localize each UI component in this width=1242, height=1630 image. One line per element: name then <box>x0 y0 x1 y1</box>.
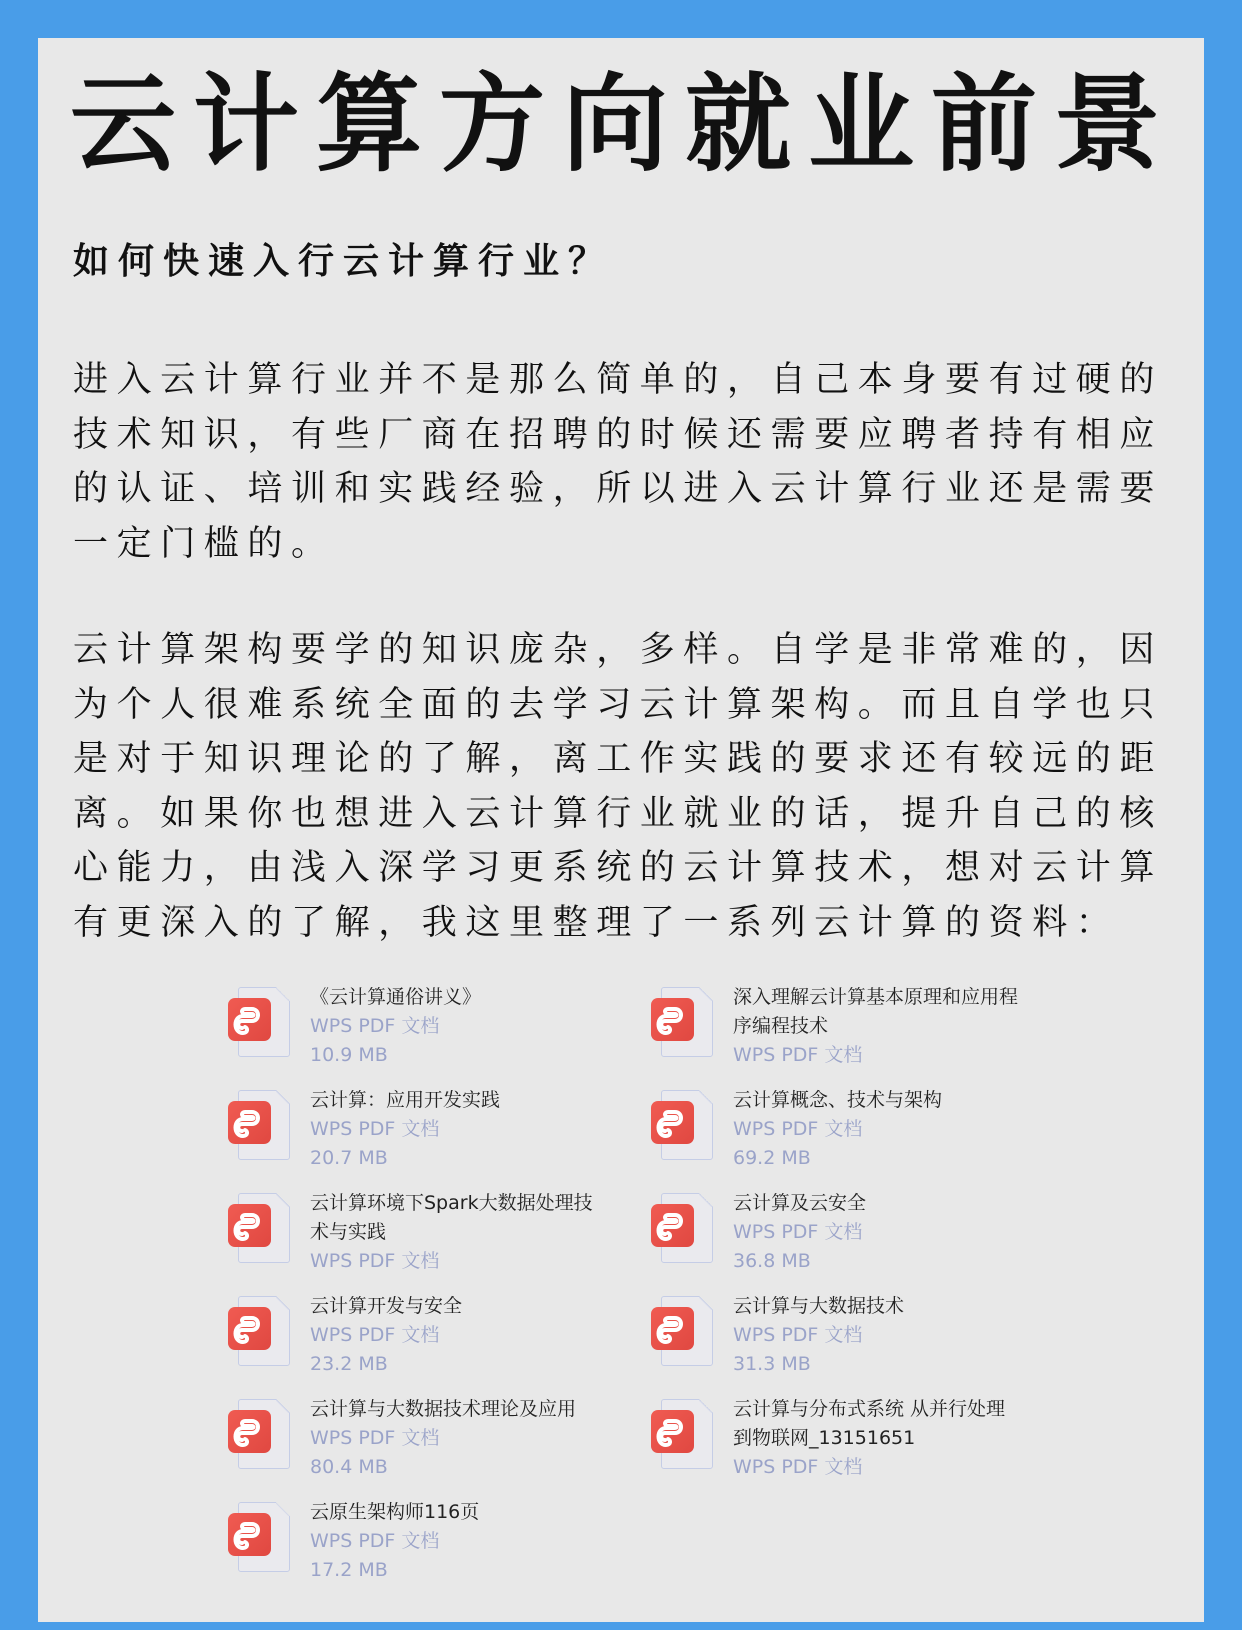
pdf-icon <box>651 1204 694 1247</box>
file-size: 20.7 MB <box>310 1147 388 1169</box>
file-size: 80.4 MB <box>310 1456 388 1478</box>
file-size: 17.2 MB <box>310 1559 388 1581</box>
file-item[interactable] <box>733 1189 1053 1276</box>
paragraph-line: 一定门槛的。 <box>73 523 335 564</box>
page-title: 云计算方向就业前景 <box>70 63 1177 186</box>
file-item[interactable] <box>310 1498 630 1585</box>
file-size: 31.3 MB <box>733 1353 811 1375</box>
file-title: 云计算及云安全 <box>733 1192 867 1214</box>
file-item[interactable] <box>733 1086 1053 1173</box>
pdf-icon <box>228 1101 271 1144</box>
file-item[interactable] <box>733 1292 1053 1379</box>
file-size: 10.9 MB <box>310 1044 388 1066</box>
file-title: 深入理解云计算基本原理和应用程 <box>733 986 1019 1008</box>
file-title: 云原生架构师116页 <box>310 1501 480 1523</box>
paragraph-line: 是对于知识理论的了解，离工作实践的要求还有较远的距 <box>73 739 1164 780</box>
file-title: 云计算与大数据技术理论及应用 <box>310 1398 577 1420</box>
paragraph-2 <box>73 623 1173 951</box>
file-title: 云计算与分布式系统 从并行处理 <box>733 1398 1006 1420</box>
file-title: 云计算概念、技术与架构 <box>733 1089 943 1111</box>
file-type: WPS PDF 文档 <box>733 1221 863 1243</box>
file-item[interactable] <box>310 1292 630 1379</box>
file-type: WPS PDF 文档 <box>310 1118 440 1140</box>
pdf-icon <box>228 1204 271 1247</box>
paragraph-line: 技术知识，有些厂商在招聘的时候还需要应聘者持有相应 <box>73 414 1164 455</box>
file-title: 云计算环境下Spark大数据处理技 <box>310 1192 593 1214</box>
file-title: 到物联网_13151651 <box>733 1427 916 1449</box>
file-title: 术与实践 <box>310 1221 387 1243</box>
file-type: WPS PDF 文档 <box>310 1324 440 1346</box>
file-type: WPS PDF 文档 <box>310 1530 440 1552</box>
file-title: 云计算：应用开发实践 <box>310 1089 501 1111</box>
file-item[interactable] <box>310 1189 630 1276</box>
file-title: 云计算开发与安全 <box>310 1295 463 1317</box>
pdf-icon <box>228 1410 271 1453</box>
pdf-icon <box>651 1307 694 1350</box>
file-item[interactable] <box>310 1395 630 1482</box>
file-title: 序编程技术 <box>733 1015 829 1037</box>
file-type: WPS PDF 文档 <box>733 1044 863 1066</box>
file-item[interactable] <box>733 983 1053 1070</box>
file-type: WPS PDF 文档 <box>733 1456 863 1478</box>
paragraph-line: 进入云计算行业并不是那么简单的，自己本身要有过硬的 <box>73 360 1164 400</box>
pdf-icon <box>651 1410 694 1453</box>
file-type: WPS PDF 文档 <box>733 1118 863 1140</box>
pdf-icon <box>228 1307 271 1350</box>
paragraph-line: 离。如果你也想进入云计算行业就业的话，提升自己的核 <box>73 793 1164 834</box>
paragraph-line: 为个人很难系统全面的去学习云计算架构。而且自学也只 <box>73 684 1164 725</box>
file-size: 23.2 MB <box>310 1353 388 1375</box>
pdf-icon <box>651 1101 694 1144</box>
pdf-icon <box>651 998 694 1041</box>
pdf-icon <box>228 998 271 1041</box>
file-item[interactable] <box>310 983 630 1070</box>
pdf-icon <box>228 1513 271 1556</box>
file-title: 《云计算通俗讲义》 <box>310 986 482 1008</box>
paragraph-line: 云计算架构要学的知识庞杂，多样。自学是非常难的，因 <box>73 630 1164 670</box>
file-size: 36.8 MB <box>733 1250 811 1272</box>
file-item[interactable] <box>310 1086 630 1173</box>
paragraph-line: 的认证、培训和实践经验，所以进入云计算行业还是需要 <box>73 469 1164 510</box>
file-item[interactable] <box>733 1395 1053 1482</box>
file-type: WPS PDF 文档 <box>310 1427 440 1449</box>
file-title: 云计算与大数据技术 <box>733 1295 905 1317</box>
paragraph-line: 有更深入的了解，我这里整理了一系列云计算的资料： <box>73 902 1120 943</box>
paragraph-1 <box>73 353 1173 571</box>
file-type: WPS PDF 文档 <box>310 1015 440 1037</box>
file-size: 69.2 MB <box>733 1147 811 1169</box>
file-type: WPS PDF 文档 <box>310 1250 440 1272</box>
file-type: WPS PDF 文档 <box>733 1324 863 1346</box>
paragraph-line: 心能力，由浅入深学习更系统的云计算技术，想对云计算 <box>73 848 1164 889</box>
section-heading: 如何快速入行云计算行业？ <box>73 241 614 282</box>
